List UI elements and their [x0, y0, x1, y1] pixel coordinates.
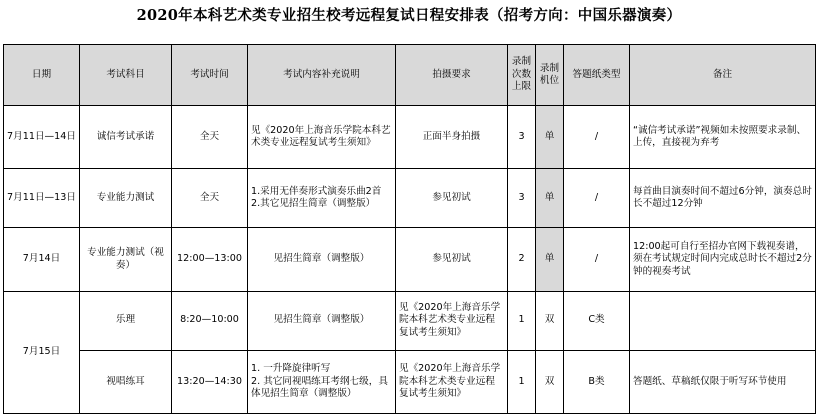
header-row [4, 45, 816, 106]
cell-remark [630, 291, 816, 350]
cell-remark: “诚信考试承诺”视频如未按照要求录制、上传，直接视为弃考 [630, 106, 816, 169]
cell-camera: 双 [536, 291, 564, 350]
header-camera: 录制机位 [536, 45, 564, 106]
cell-date: 7月11日—14日 [4, 106, 80, 169]
cell-date: 7月14日 [4, 228, 80, 291]
schedule-table [3, 44, 816, 414]
cell-filming: 见《2020年上海音乐学院本科艺术类专业远程复试考生须知》 [396, 291, 508, 350]
cell-filming: 见《2020年上海音乐学院本科艺术类专业远程复试考生须知》 [396, 350, 508, 413]
cell-paper: / [564, 106, 630, 169]
cell-limit: 1 [508, 291, 536, 350]
cell-paper: / [564, 228, 630, 291]
header-remark: 备注 [630, 45, 816, 106]
cell-remark: 12:00起可自行至招办官网下载视奏谱，须在考试规定时间内完成总时长不超过2分钟的视奏考试 [630, 228, 816, 291]
table-row [4, 350, 816, 413]
header-filming: 拍摄要求 [396, 45, 508, 106]
cell-content: 见《2020年上海音乐学院本科艺术类专业远程复试考生须知》 [248, 106, 396, 169]
cell-subject: 诚信考试承诺 [80, 106, 172, 169]
cell-content: 1. 一升降旋律听写 2. 其它同视唱练耳考纲七级，具体见招生简章（调整版） [248, 350, 396, 413]
header-date: 日期 [4, 45, 80, 106]
header-content: 考试内容补充说明 [248, 45, 396, 106]
header-time: 考试时间 [172, 45, 248, 106]
header-subject: 考试科目 [80, 45, 172, 106]
cell-filming: 正面半身拍摄 [396, 106, 508, 169]
cell-content: 1.采用无伴奏形式演奏乐曲2首 2.其它见招生简章（调整版） [248, 169, 396, 228]
cell-limit: 3 [508, 106, 536, 169]
cell-subject: 专业能力测试 [80, 169, 172, 228]
cell-limit: 3 [508, 169, 536, 228]
cell-time: 全天 [172, 106, 248, 169]
cell-time: 12:00—13:00 [172, 228, 248, 291]
cell-time: 全天 [172, 169, 248, 228]
cell-content: 见招生简章（调整版） [248, 228, 396, 291]
cell-time: 13:20—14:30 [172, 350, 248, 413]
cell-paper: C类 [564, 291, 630, 350]
cell-camera: 单 [536, 169, 564, 228]
table-row [4, 169, 816, 228]
cell-time: 8:20—10:00 [172, 291, 248, 350]
cell-subject: 专业能力测试（视奏） [80, 228, 172, 291]
cell-paper: / [564, 169, 630, 228]
cell-filming: 参见初试 [396, 228, 508, 291]
cell-camera: 双 [536, 350, 564, 413]
cell-remark: 每首曲目演奏时间不超过6分钟，演奏总时长不超过12分钟 [630, 169, 816, 228]
cell-limit: 1 [508, 350, 536, 413]
cell-date-merged: 7月15日 [4, 291, 80, 413]
cell-camera: 单 [536, 106, 564, 169]
table-row [4, 106, 816, 169]
cell-subject: 视唱练耳 [80, 350, 172, 413]
cell-camera: 单 [536, 228, 564, 291]
cell-subject: 乐理 [80, 291, 172, 350]
cell-limit: 2 [508, 228, 536, 291]
table-row [4, 291, 816, 350]
page-title: 2020年本科艺术类专业招生校考远程复试日程安排表（招考方向：中国乐器演奏） [136, 7, 682, 24]
header-limit: 录制次数上限 [508, 45, 536, 106]
cell-date: 7月11日—13日 [4, 169, 80, 228]
table-row [4, 228, 816, 291]
cell-remark: 答题纸、草稿纸仅限于听写环节使用 [630, 350, 816, 413]
cell-content: 见招生简章（调整版） [248, 291, 396, 350]
cell-filming: 参见初试 [396, 169, 508, 228]
header-paper: 答题纸类型 [564, 45, 630, 106]
cell-paper: B类 [564, 350, 630, 413]
